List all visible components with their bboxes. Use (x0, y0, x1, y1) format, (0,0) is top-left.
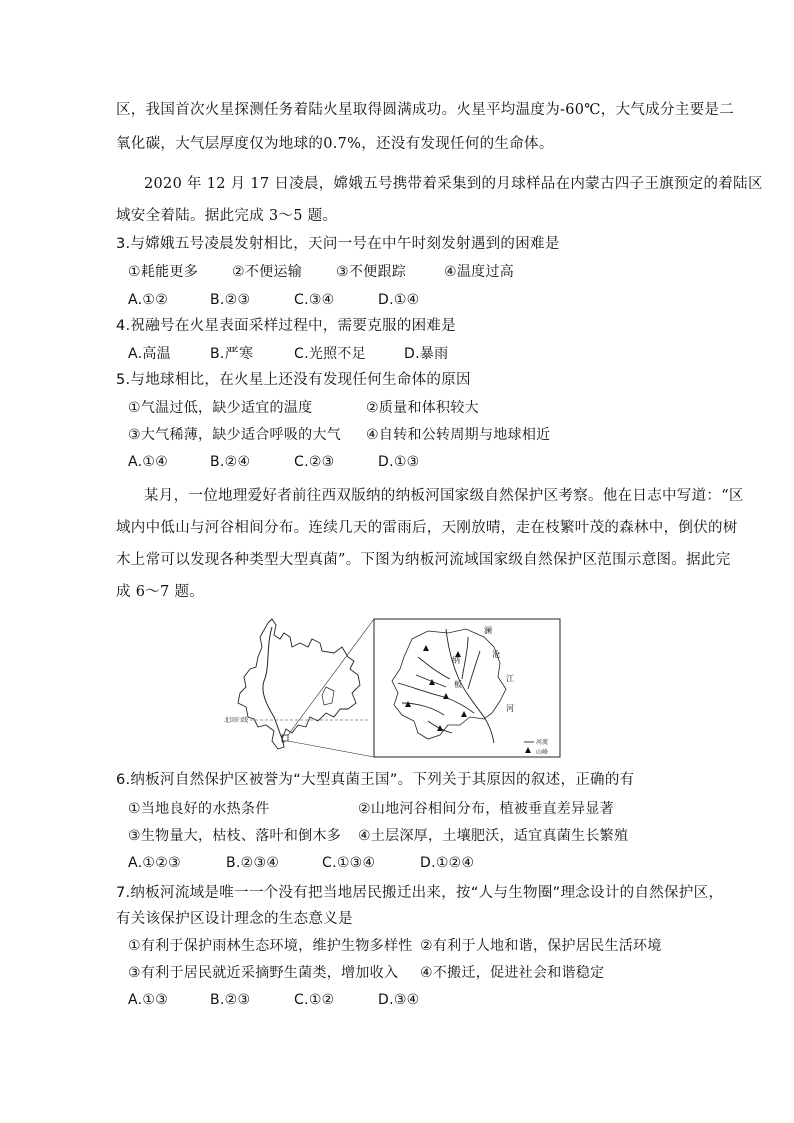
passage3-line1: 某月，一位地理爱好者前往西双版纳的纳板河国家级自然保护区考察。他在日志中写道：“区 (144, 488, 744, 504)
q6-choice-b: B.②③④ (226, 855, 280, 871)
q6-choice-c: C.①③④ (322, 855, 376, 871)
tropic-label: 北回归线 (224, 717, 249, 724)
q7-choice-d: D.③④ (378, 992, 420, 1008)
passage3-line2: 域内中低山与河谷相间分布。连续几天的雷雨后，天刚放晴，走在枝繁叶茂的森林中，倒伏的树 (116, 520, 738, 536)
q3-item-3: ③不便跟踪 (336, 264, 407, 280)
q3-choice-a: A.①② (128, 292, 169, 308)
q4-choice-b: B.严寒 (210, 346, 254, 362)
q5-choice-d: D.①③ (378, 454, 420, 470)
q3-item-4: ④温度过高 (444, 264, 515, 280)
q7-item-1: ①有利于保护雨林生态环境，维护生物多样性 (128, 938, 413, 954)
leader-line-top (288, 619, 374, 735)
q3-choice-d: D.①④ (378, 292, 420, 308)
q4-stem: 4.祝融号在火星表面采样过程中，需要克服的困难是 (116, 318, 457, 334)
q3-choice-c: C.③④ (294, 292, 335, 308)
q7-item-2: ②有利于人地和谐，保护居民生活环境 (420, 938, 662, 954)
q4-choice-c: C.光照不足 (294, 346, 367, 362)
q6-item-2: ②山地河谷相间分布，植被垂直差异显著 (358, 801, 614, 817)
leader-line-bottom (288, 741, 374, 757)
q5-item-1: ①气温过低，缺少适宜的温度 (128, 400, 313, 416)
detail-frame (374, 619, 560, 757)
q5-item-4: ④自转和公转周期与地球相近 (366, 427, 551, 443)
passage3-line4: 成 6～7 题。 (116, 584, 205, 600)
yunnan-outline (238, 619, 360, 749)
q3-item-1: ①耗能更多 (128, 264, 199, 280)
passage1-line1: 区，我国首次火星探测任务着陆火星取得圆满成功。火星平均温度为-60℃，大气成分主要是二 (116, 102, 734, 118)
q6-stem: 6.纳板河自然保护区被誉为“大型真菌王国”。下列关于其原因的叙述，正确的有 (116, 772, 635, 788)
q5-stem: 5.与地球相比，在火星上还没有发现任何生命体的原因 (116, 372, 471, 388)
q5-choice-a: A.①④ (128, 454, 169, 470)
q3-choice-b: B.②③ (210, 292, 251, 308)
q7-item-3: ③有利于居民就近采摘野生菌类，增加收入 (128, 965, 399, 981)
passage2-line2: 域安全着陆。据此完成 3～5 题。 (116, 208, 338, 224)
nabanhe-reserve-map (222, 617, 568, 760)
q7-stem-line1: 7.纳板河流域是唯一一个没有把当地居民搬迁出来，按“人与生物圈”理念设计的自然保护区， (116, 885, 724, 901)
river-char-jiang: 江 (506, 674, 514, 683)
q5-choice-c: C.②③ (294, 454, 335, 470)
passage1-line2: 氧化碳，大气层厚度仅为地球的0.7%，还没有发现任何的生命体。 (116, 136, 554, 152)
legend-peak-label: 山峰 (536, 749, 549, 756)
passage2-line1: 2020 年 12 月 17 日凌晨，嫦娥五号携带着采集到的月球样品在内蒙古四子王旗预定的着陆区 (144, 176, 763, 192)
q4-choice-d: D.暴雨 (404, 346, 449, 362)
q3-item-2: ②不便运输 (232, 264, 303, 280)
passage3-line3: 木上常可以发现各种类型大型真菌”。下图为纳板河流域国家级自然保护区范围示意图。据此完 (116, 552, 731, 568)
q5-item-2: ②质量和体积较大 (366, 400, 479, 416)
q6-item-4: ④土层深厚，土壤肥沃，适宜真菌生长繁殖 (358, 828, 629, 844)
q7-stem-line2: 有关该保护区设计理念的生态意义是 (116, 911, 353, 927)
q6-choice-a: A.①②③ (128, 855, 181, 871)
q6-item-3: ③生物量大，枯枝、落叶和倒木多 (128, 828, 342, 844)
q6-item-1: ①当地良好的水热条件 (128, 801, 270, 817)
river-char-he: 河 (506, 704, 514, 713)
q7-item-4: ④不搬迁，促进社会和谐稳定 (420, 965, 605, 981)
q7-choice-a: A.①③ (128, 992, 169, 1008)
river-char-ban: 板 (454, 680, 462, 689)
q5-item-3: ③大气稀薄，缺少适合呼吸的大气 (128, 427, 342, 443)
river-char-na: 纳 (452, 656, 460, 665)
q3-stem: 3.与嫦娥五号凌晨发射相比，天问一号在中午时刻发射遇到的困难是 (116, 236, 560, 252)
legend-river-label: 河流 (536, 739, 549, 746)
river-char-cang: 沧 (492, 650, 500, 659)
q7-choice-c: C.①② (294, 992, 335, 1008)
river-char-lan: 澜 (484, 626, 492, 635)
q5-choice-b: B.②④ (210, 454, 251, 470)
q6-choice-d: D.①②④ (420, 855, 475, 871)
q4-choice-a: A.高温 (128, 346, 171, 362)
q7-choice-b: B.②③ (210, 992, 251, 1008)
